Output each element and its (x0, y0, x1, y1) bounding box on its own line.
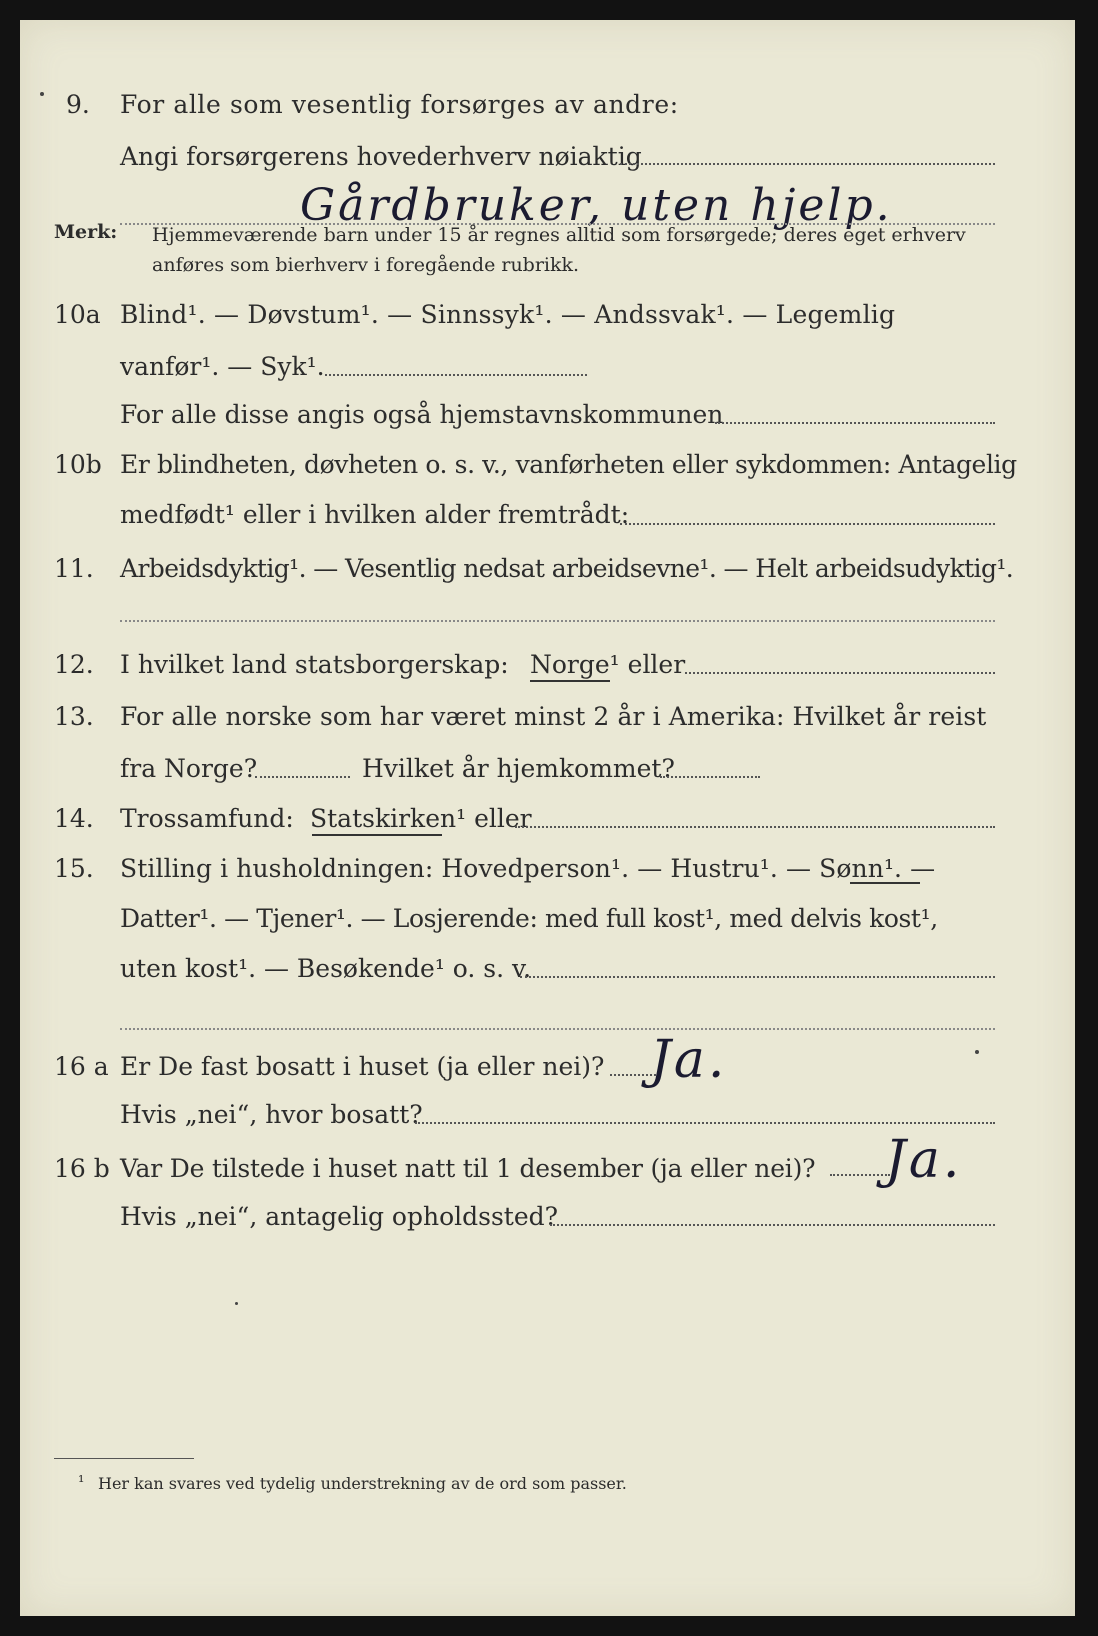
q9-fill-line (620, 163, 995, 165)
q14-number: 14. (54, 804, 94, 833)
footnote-text: Her kan svares ved tydelig understrekning av de ord som passer. (98, 1474, 627, 1493)
q16b-handwritten-answer: Ja. (885, 1130, 963, 1190)
q14-option: Statskirken¹ eller (310, 804, 532, 833)
merk-label: Merk: (54, 221, 118, 243)
q15-fill-line (520, 976, 995, 978)
q13-line1: For alle norske som har været minst 2 år i Amerika: Hvilket år reist (120, 702, 987, 731)
q10a-line3: For alle disse angis også hjemstavnskommunen (120, 400, 724, 429)
q16a-line2: Hvis „nei“, hvor bosatt? (120, 1100, 423, 1129)
q16a-line1: Er De fast bosatt i huset (ja eller nei)? (120, 1052, 605, 1081)
q14-fill-line (515, 826, 995, 828)
q12-text: I hvilket land statsborgerskap: (120, 650, 509, 679)
q13-fill-line-b (660, 776, 760, 778)
q11-fill-line (120, 620, 995, 622)
q10b-line1: Er blindheten, døvheten o. s. v., vanførheten eller sykdommen: Antagelig (120, 450, 1017, 479)
q13-fill-line-a (255, 776, 350, 778)
q12-number: 12. (54, 650, 94, 679)
q16a-handwritten-answer: Ja. (650, 1030, 728, 1090)
q16b-line1: Var De tilstede i huset natt til 1 desember (ja eller nei)? (120, 1154, 816, 1183)
q16b-fill-line (830, 1174, 890, 1176)
q10b-fill-line (620, 523, 995, 525)
footnote-rule (54, 1458, 194, 1459)
q12-option: Norge¹ eller (530, 650, 686, 679)
q15-line2: Datter¹. — Tjener¹. — Losjerende: med full kost¹, med delvis kost¹, (120, 904, 938, 933)
footnote-mark: ¹ (78, 1472, 85, 1491)
q12-underline-norge (530, 680, 610, 682)
q16a-fill-line-2 (415, 1122, 995, 1124)
q10a-line1: Blind¹. — Døvstum¹. — Sinnssyk¹. — Andssvak¹. — Legemlig (120, 300, 896, 329)
q15-line3: uten kost¹. — Besøkende¹ o. s. v. (120, 954, 532, 983)
merk-line2: anføres som bierhverv i foregående rubrikk. (152, 254, 580, 276)
ink-speck (235, 1302, 238, 1305)
ink-speck (975, 1050, 979, 1054)
q10b-line2: medfødt¹ eller i hvilken alder fremtrådt: (120, 500, 630, 529)
q9-line2: Angi forsørgerens hovederhverv nøiaktig (120, 142, 642, 171)
q16a-number: 16 a (54, 1052, 109, 1081)
q16b-line2: Hvis „nei“, antagelig opholdssted? (120, 1202, 559, 1231)
q15-underline-sonn (850, 882, 920, 884)
q16b-fill-line-2 (550, 1224, 995, 1226)
q9-handwritten-answer: Gårdbruker, uten hjelp. (300, 180, 893, 231)
q11-number: 11. (54, 554, 94, 583)
q13-line2a: fra Norge? (120, 754, 258, 783)
q13-number: 13. (54, 702, 94, 731)
census-form-page (20, 20, 1075, 1616)
q12-fill-line (685, 672, 995, 674)
q9-line1: For alle som vesentlig forsørges av andre: (120, 90, 679, 119)
q14-underline-statskirken (312, 834, 442, 836)
q16b-number: 16 b (54, 1154, 110, 1183)
q10a-line2: vanfør¹. — Syk¹. (120, 352, 325, 381)
q14-text: Trossamfund: (120, 804, 294, 833)
q10a-fill-line-2 (715, 422, 995, 424)
q11-line1: Arbeidsdyktig¹. — Vesentlig nedsat arbeidsevne¹. — Helt arbeidsudyktig¹. (120, 554, 1014, 583)
ink-speck (40, 92, 44, 96)
q15-number: 15. (54, 854, 94, 883)
q10a-number: 10a (54, 300, 101, 329)
q9-number: 9. (66, 90, 90, 119)
q10a-fill-line (325, 374, 587, 376)
q15-line1: Stilling i husholdningen: Hovedperson¹. — Hustru¹. — Sønn¹. — (120, 854, 936, 883)
q15-fill-line-2 (120, 1028, 995, 1030)
q10b-number: 10b (54, 450, 102, 479)
q13-line2b: Hvilket år hjemkommet? (362, 754, 675, 783)
merk-line1: Hjemmeværende barn under 15 år regnes alltid som forsørgede; deres eget erhverv (152, 224, 966, 246)
